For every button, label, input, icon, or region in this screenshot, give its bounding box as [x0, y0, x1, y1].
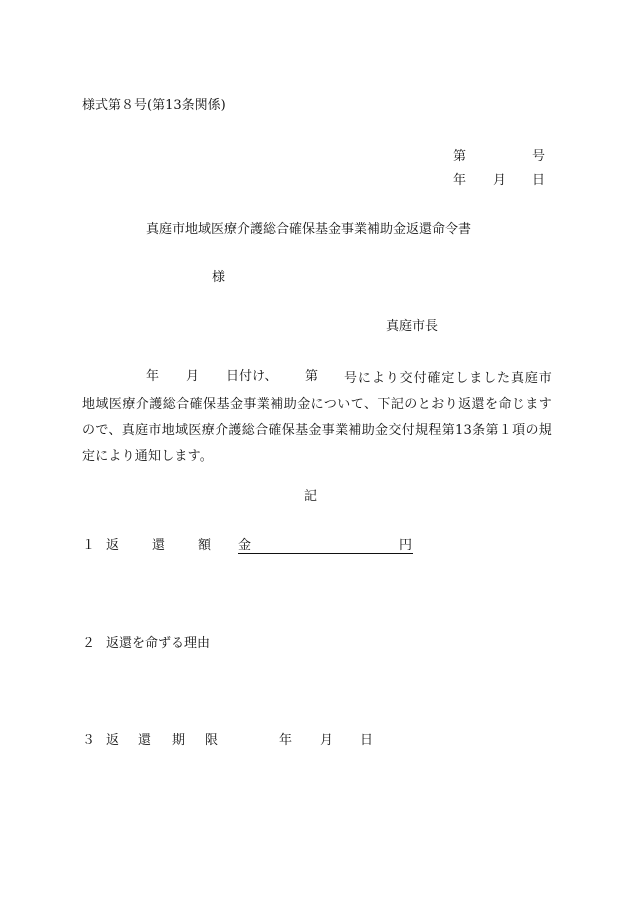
item3-label-char: 還 [138, 733, 152, 748]
ki-heading: 記 [304, 489, 318, 504]
form-label: 様式第８号(第13条関係) [82, 98, 226, 113]
item1-label-char: 額 [198, 538, 212, 553]
body-month: 月 [186, 369, 200, 384]
date-month: 月 [493, 173, 507, 188]
amount-underline [238, 553, 413, 554]
item3-label-char: 限 [205, 733, 219, 748]
body-dated: 日付け、 [226, 369, 278, 384]
item1-label-char: 還 [152, 538, 166, 553]
amount-suffix: 円 [399, 538, 413, 553]
item2-label: 返還を命ずる理由 [106, 636, 211, 651]
item3-number: ３ [82, 733, 96, 748]
deadline-year: 年 [279, 733, 293, 748]
body-dai: 第 [305, 369, 319, 384]
item2-number: ２ [82, 636, 96, 651]
deadline-month: 月 [320, 733, 334, 748]
amount-prefix: 金 [238, 538, 252, 553]
item1-label-char: 返 [106, 538, 120, 553]
date-day: 日 [532, 173, 546, 188]
date-year: 年 [453, 173, 467, 188]
body-text: 号により交付確定しました真庭市地域医療介護総合確保基金事業補助金について、下記のとおり返還を命じますので、真庭市地域医療介護総合確保基金事業補助金交付規程第13条第１項の規定により通知します。 [82, 371, 552, 464]
addressee-suffix: 様 [212, 270, 226, 285]
document-title: 真庭市地域医療介護総合確保基金事業補助金返還命令書 [146, 222, 472, 237]
number-go: 号 [532, 149, 546, 164]
number-dai: 第 [453, 149, 467, 164]
item3-label-char: 期 [172, 733, 186, 748]
item1-number: １ [82, 538, 96, 553]
body-year: 年 [146, 369, 160, 384]
item3-label-char: 返 [106, 733, 120, 748]
issuer: 真庭市長 [386, 319, 439, 334]
deadline-day: 日 [360, 733, 374, 748]
